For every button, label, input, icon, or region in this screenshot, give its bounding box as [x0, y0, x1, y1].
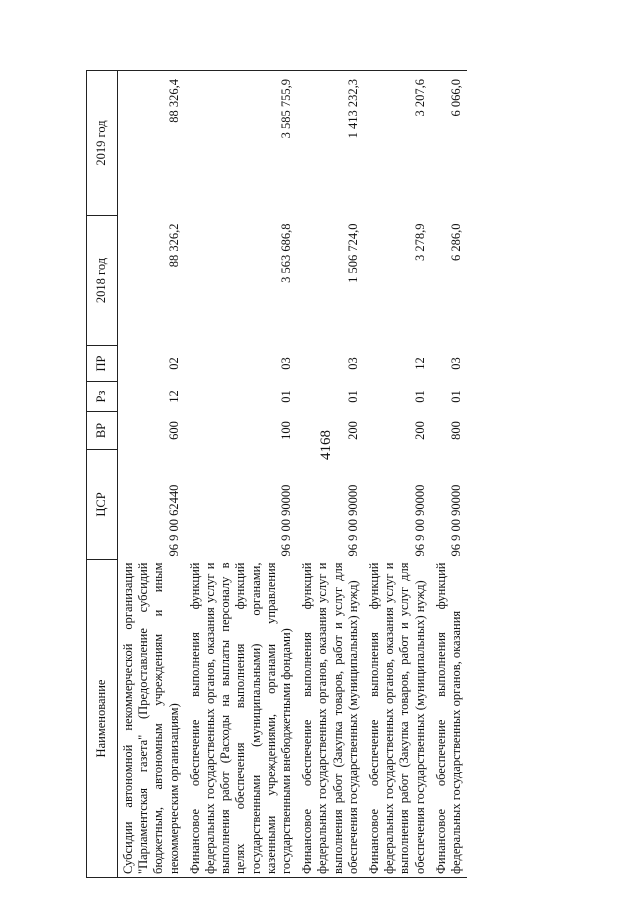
row-name: Финансовое обеспечение выполнения функций федеральных государственных органов, оказания услуг и выполнения работ (Расходы на выплаты персоналу в целях обеспечения выполнения функций государственными (муниципальными) органами, казенными учреждениями, органами управления государственными внебюджетными фондами) — [185, 560, 297, 878]
row-2019: 3 207,6 — [364, 71, 431, 216]
page-number: 4168 — [318, 430, 334, 460]
row-pr: 03 — [345, 357, 360, 370]
row-2018: 88 326,2 — [166, 223, 181, 268]
budget-table — [86, 70, 467, 878]
table-row — [185, 71, 297, 878]
table-row — [364, 71, 431, 878]
row-name: Субсидии автономной некоммерческой организации "Парламентская газета" (Предоставление субсидий бюджетным, автономным учреждениям и иным некоммерческим организациям) — [118, 560, 185, 878]
header-vr: ВР — [87, 412, 118, 450]
table-row — [297, 71, 364, 878]
rotated-table-container — [86, 71, 598, 878]
row-rz: 01 — [412, 390, 427, 403]
row-rz: 01 — [345, 390, 360, 403]
table-header-row — [87, 71, 118, 878]
row-csr: 96 9 00 90000 — [279, 484, 294, 557]
row-csr: 96 9 00 90000 — [449, 484, 464, 557]
header-name: Наименование — [87, 560, 118, 878]
row-pr: 12 — [412, 357, 427, 370]
row-2019: 88 326,4 — [118, 71, 185, 216]
row-csr: 96 9 00 90000 — [345, 484, 360, 557]
row-pr: 03 — [279, 357, 294, 370]
row-pr: 02 — [166, 357, 181, 370]
row-name: Финансовое обеспечение выполнения функций федеральных государственных органов, оказания услуг и выполнения работ (Закупка товаров, работ и услуг для обеспечения государственных (муниципальных) нужд) — [297, 560, 364, 878]
row-2018: 3 563 686,8 — [279, 223, 294, 283]
row-vr: 200 — [345, 421, 360, 440]
table-row — [431, 71, 467, 878]
row-vr: 100 — [279, 421, 294, 440]
table-row — [118, 71, 185, 878]
row-csr: 96 9 00 90000 — [412, 484, 427, 557]
row-name: Финансовое обеспечение выполнения функций федеральных государственных органов, оказания — [431, 560, 467, 878]
header-csr: ЦСР — [87, 450, 118, 560]
header-2018: 2018 год — [87, 216, 118, 346]
row-rz: 01 — [449, 390, 464, 403]
row-rz: 01 — [279, 390, 294, 403]
row-2018: 1 506 724,0 — [345, 223, 360, 283]
row-2018: 6 286,0 — [449, 223, 464, 261]
header-rz: Рз — [87, 382, 118, 412]
row-name: Финансовое обеспечение выполнения функций федеральных государственных органов, оказания услуг и выполнения работ (Закупка товаров, работ и услуг для обеспечения государственных (муниципальных) нужд) — [364, 560, 431, 878]
row-rz: 12 — [166, 390, 181, 403]
header-2019: 2019 год — [87, 71, 118, 216]
row-2019: 1 413 232,3 — [297, 71, 364, 216]
row-2019: 6 066,0 — [431, 71, 467, 216]
header-pr: ПР — [87, 346, 118, 382]
row-vr: 600 — [166, 421, 181, 440]
row-pr: 03 — [449, 357, 464, 370]
row-vr: 200 — [412, 421, 427, 440]
row-csr: 96 9 00 62440 — [166, 484, 181, 557]
row-vr: 800 — [449, 421, 464, 440]
row-2018: 3 278,9 — [412, 223, 427, 261]
row-2019: 3 585 755,9 — [185, 71, 297, 216]
